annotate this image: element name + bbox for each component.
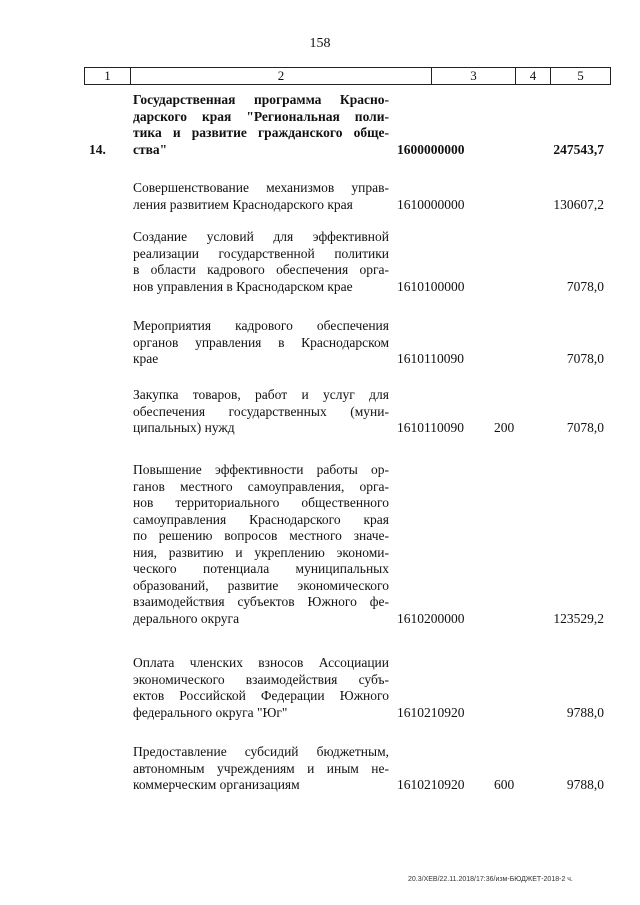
row-name-line: реализации государственной политики <box>133 245 389 261</box>
table-header-row <box>84 67 611 85</box>
table-row <box>0 229 640 295</box>
row-name-line: автономным учреждениям и иным не- <box>133 760 389 776</box>
row-name <box>133 229 389 295</box>
row-name <box>133 462 389 627</box>
row-name-line: ципальных) нужд <box>133 420 235 435</box>
row-code: 1610210920 <box>397 704 465 720</box>
row-name-line: нов территориального общественного <box>133 495 389 510</box>
row-name-line: в области кадрового обеспечения орга- <box>133 262 389 277</box>
row-name-line: по решению вопросов местного значе- <box>133 528 389 543</box>
table-row <box>0 180 640 213</box>
row-name-line: Повышение эффективности работы ор- <box>133 462 389 477</box>
row-code: 1610110090 <box>397 351 464 366</box>
table-row <box>0 744 640 794</box>
row-name-line: Оплата членских взносов Ассоциации <box>133 655 389 670</box>
row-name-line: самоуправления Краснодарского края <box>133 511 389 527</box>
row-code: 1610200000 <box>397 610 465 626</box>
row-name-line: дерального округа <box>133 610 240 626</box>
row-number: 14. <box>89 141 106 157</box>
row-name-line: ства" <box>133 141 168 157</box>
row-code: 1600000000 <box>397 141 465 157</box>
row-name-line: образований, развитие экономического <box>133 577 389 593</box>
row-name-line: дарского края "Региональная поли- <box>133 108 389 124</box>
row-name-line: ганов местного самоуправления, орга- <box>133 478 389 494</box>
row-code: 1610110090 <box>397 420 464 435</box>
row-amount: 9788,0 <box>566 777 604 792</box>
row-name <box>133 92 389 158</box>
row-amount: 7078,0 <box>566 278 604 294</box>
header-col-1: 1 <box>104 68 111 83</box>
row-amount: 130607,2 <box>553 196 604 212</box>
row-name-line: коммерческим организациям <box>133 777 300 792</box>
row-amount: 7078,0 <box>566 420 604 435</box>
row-name <box>133 318 389 368</box>
row-code: 1610210920 <box>397 777 465 792</box>
row-name-line: ления развитием Краснодарского края <box>133 196 353 212</box>
table-row <box>0 387 640 437</box>
header-col-4: 4 <box>529 68 537 83</box>
footer-note: 20.3/ХЕВ/22.11.2018/17:36/изм-БЮДЖЕТ-2018-2 ч. <box>408 876 573 883</box>
row-name-line: нов управления в Краснодарском крае <box>133 278 353 294</box>
row-name-line: федерального округа "Юг" <box>133 704 288 720</box>
row-name-line: обеспечения государственных (муни- <box>133 403 389 419</box>
row-name-line: крае <box>133 351 159 366</box>
row-code: 1610100000 <box>397 278 465 294</box>
row-name-line: ния, развитию и укреплению экономи- <box>133 544 389 560</box>
row-name-line: ческого потенциала муниципальных <box>133 561 389 576</box>
row-name <box>133 655 389 721</box>
header-col-3: 3 <box>470 68 477 83</box>
row-name-line: Совершенствование механизмов управ- <box>133 180 389 195</box>
row-name-line: ектов Российской Федерации Южного <box>133 688 389 703</box>
row-amount: 7078,0 <box>566 351 604 366</box>
row-expense-type: 200 <box>494 420 515 435</box>
row-name-line: экономического взаимодействия субъ- <box>133 671 389 687</box>
row-amount: 247543,7 <box>553 141 604 157</box>
table-row <box>0 318 640 368</box>
row-name <box>133 387 389 437</box>
table-row <box>0 462 640 627</box>
row-name-line: Создание условий для эффективной <box>133 229 389 244</box>
row-name-line: тика и развитие гражданского обще- <box>133 125 389 140</box>
header-col-2: 2 <box>277 68 285 83</box>
table-row <box>0 92 640 158</box>
row-name-line: взаимодействия субъектов Южного фе- <box>133 594 389 609</box>
row-amount: 123529,2 <box>553 610 604 626</box>
page-number: 158 <box>309 36 331 51</box>
row-name-line: Мероприятия кадрового обеспечения <box>133 318 389 333</box>
row-name-line: органов управления в Краснодарском <box>133 334 389 350</box>
row-code: 1610000000 <box>397 196 465 212</box>
row-amount: 9788,0 <box>566 704 604 720</box>
row-expense-type: 600 <box>494 777 515 792</box>
table-row <box>0 655 640 721</box>
row-name-line: Предоставление субсидий бюджетным, <box>133 744 389 759</box>
row-name <box>133 180 389 213</box>
row-name <box>133 744 389 794</box>
row-name-line: Государственная программа Красно- <box>133 92 389 107</box>
row-name-line: Закупка товаров, работ и услуг для <box>133 387 389 402</box>
header-col-5: 5 <box>577 68 584 83</box>
